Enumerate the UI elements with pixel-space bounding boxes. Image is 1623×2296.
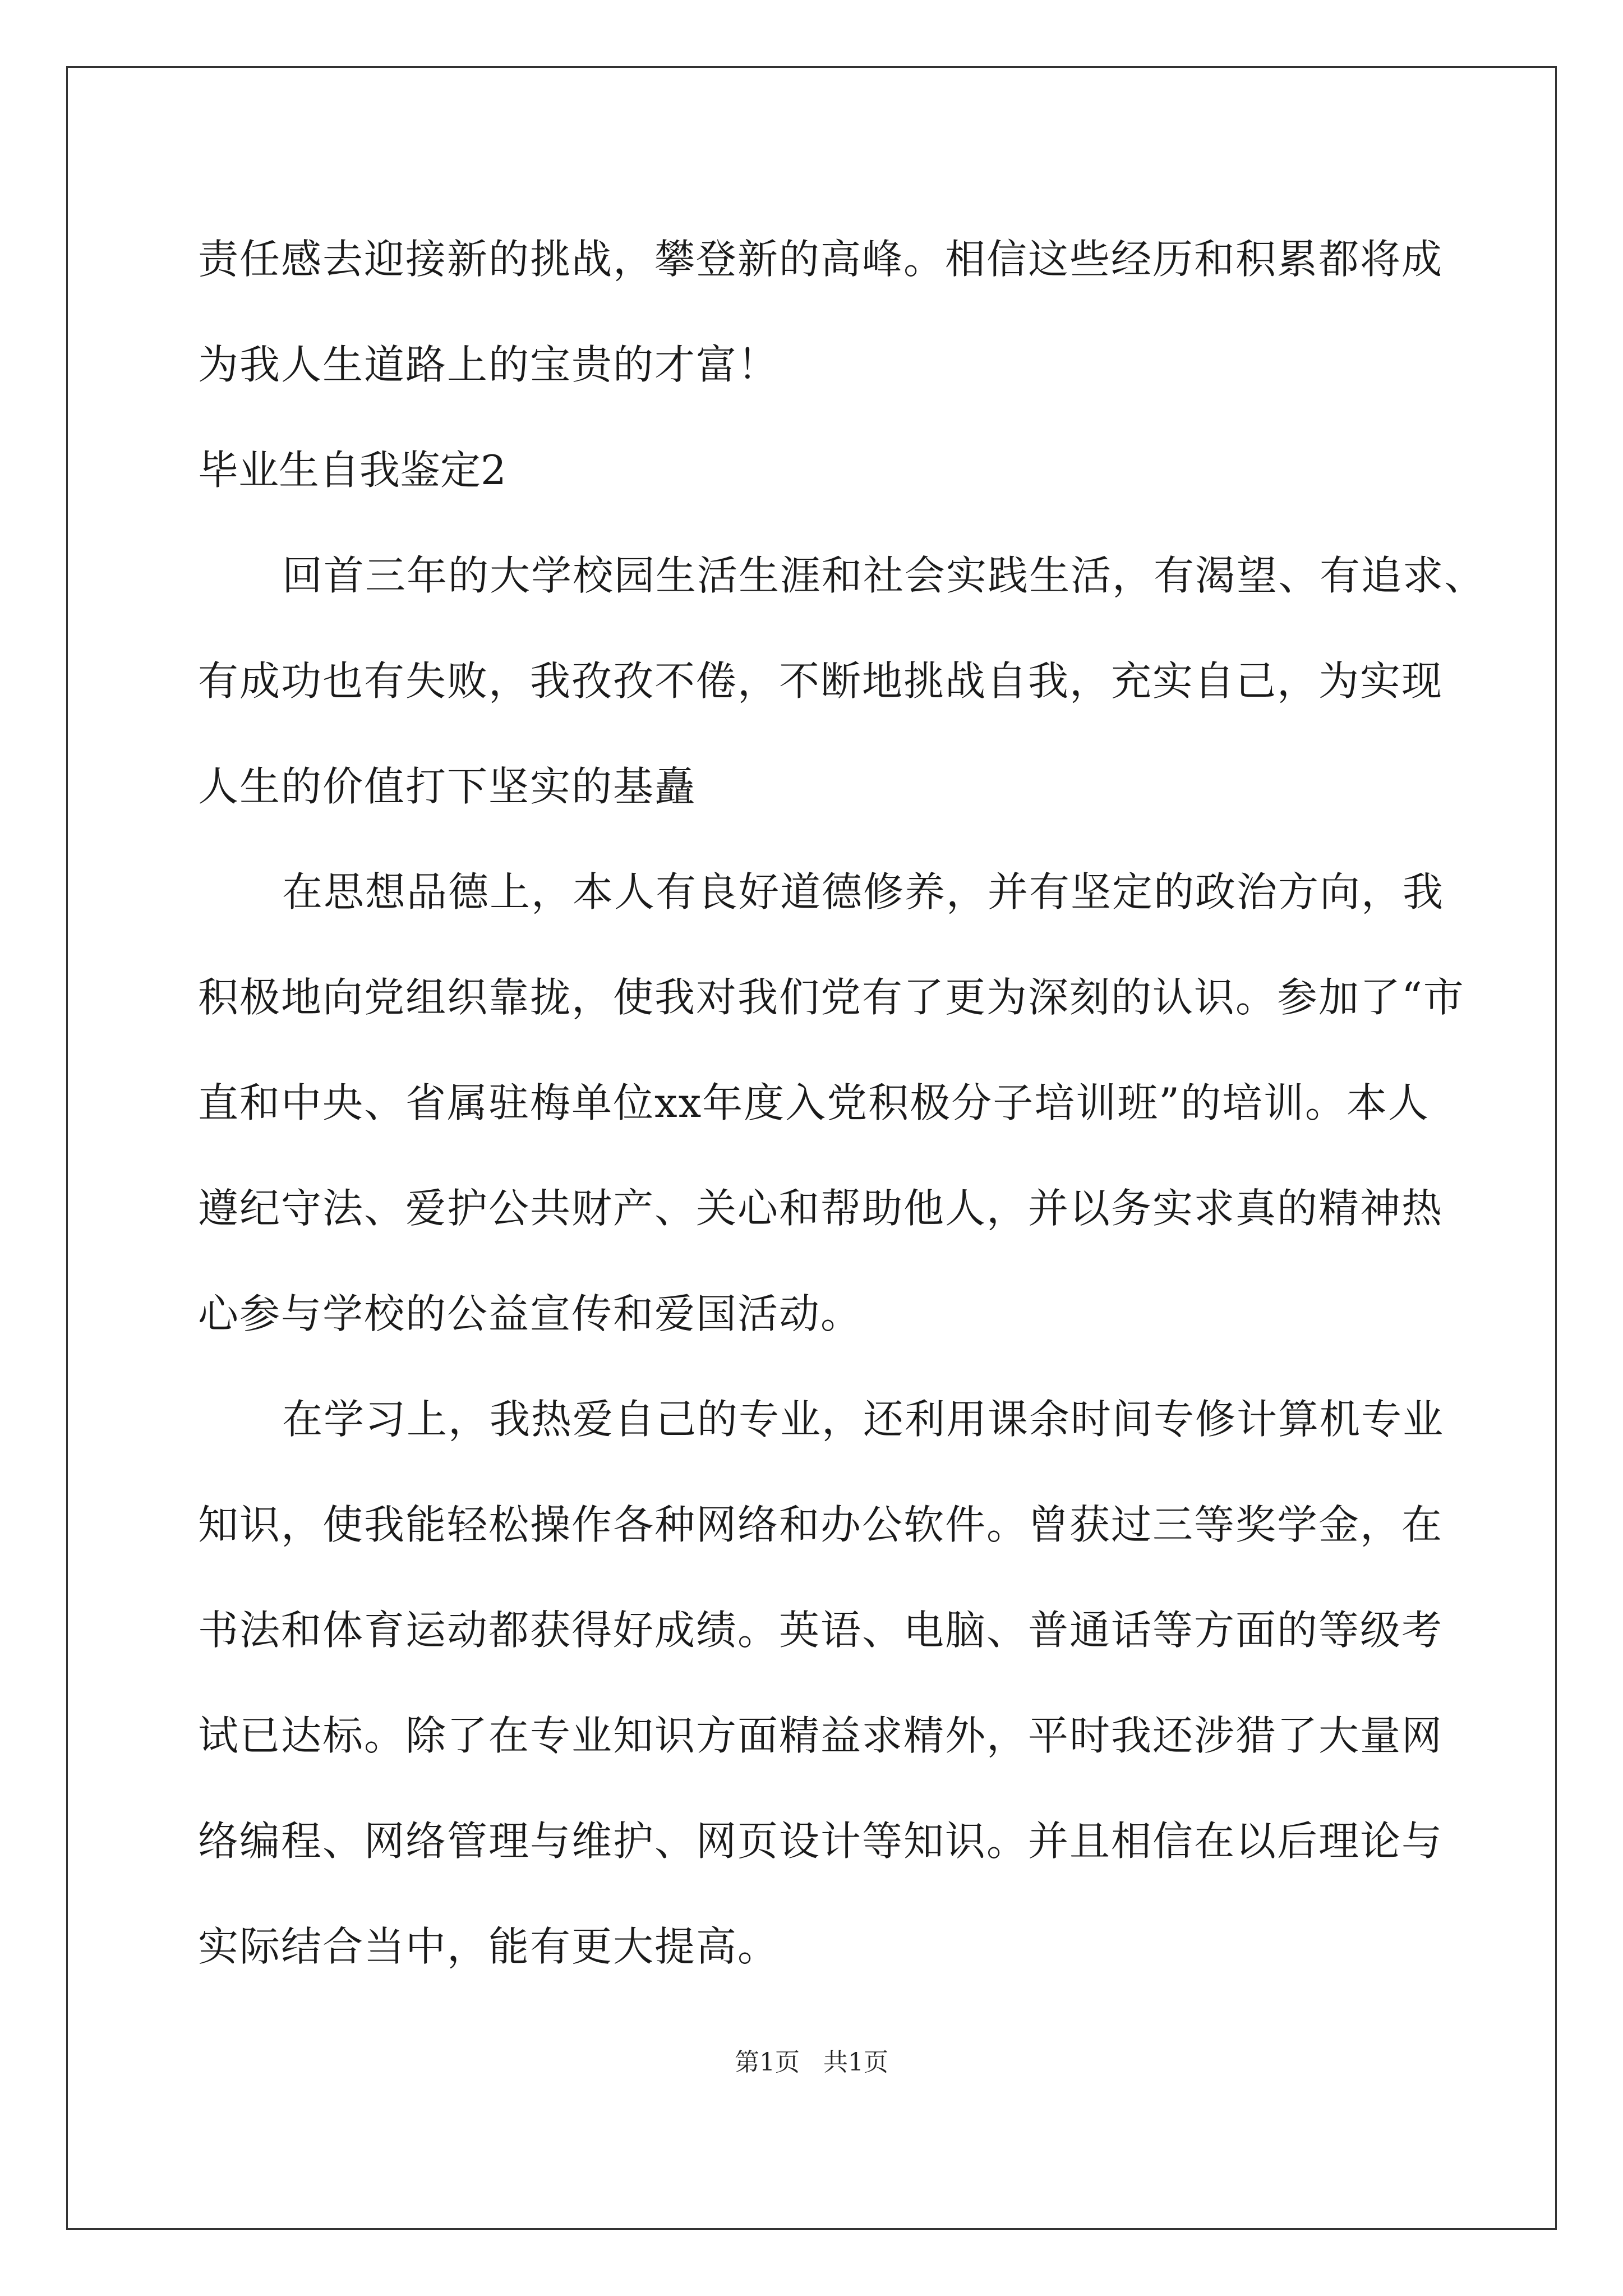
text-line: 在思想品德上，本人有良好道德修养，并有坚定的政治方向，我	[282, 868, 1445, 915]
text-line: 遵纪守法、爱护公共财产、关心和帮助他人，并以务实求真的精神热	[198, 1185, 1444, 1232]
text-line: 回首三年的大学校园生活生涯和社会实践生活，有渴望、有追求、	[282, 552, 1486, 599]
text-line: 有成功也有失败，我孜孜不倦，不断地挑战自我，充实自己，为实现	[198, 657, 1444, 705]
text-line: 人生的价值打下坚实的基矗	[198, 763, 697, 810]
text-line: 书法和体育运动都获得好成绩。英语、电脑、普通话等方面的等级考	[198, 1607, 1444, 1654]
text-line: 实际结合当中，能有更大提高。	[198, 1923, 780, 1970]
page-total: 共1页	[823, 2048, 888, 2077]
text-line: 直和中央、省属驻梅单位xx年度入党积极分子培训班”的培训。本人	[198, 1079, 1430, 1126]
text-line: 责任感去迎接新的挑战，攀登新的高峰。相信这些经历和积累都将成	[198, 236, 1444, 283]
text-line: 知识，使我能轻松操作各种网络和办公软件。曾获过三等奖学金，在	[198, 1501, 1444, 1548]
section-title: 毕业生自我鉴定2	[198, 447, 506, 494]
text-line: 心参与学校的公益宣传和爱国活动。	[198, 1290, 863, 1337]
text-line: 为我人生道路上的宝贵的才富！	[198, 341, 780, 388]
text-line: 积极地向党组织靠拢，使我对我们党有了更为深刻的认识。参加了“市	[198, 974, 1465, 1021]
text-line: 络编程、网络管理与维护、网页设计等知识。并且相信在以后理论与	[198, 1818, 1444, 1865]
text-line: 试已达标。除了在专业知识方面精益求精外，平时我还涉猎了大量网	[198, 1712, 1444, 1759]
page-footer	[0, 2042, 1623, 2078]
page-number: 第1页	[735, 2048, 800, 2077]
text-line: 在学习上，我热爱自己的专业，还利用课余时间专修计算机专业	[282, 1396, 1445, 1443]
document-body	[198, 206, 1486, 1999]
